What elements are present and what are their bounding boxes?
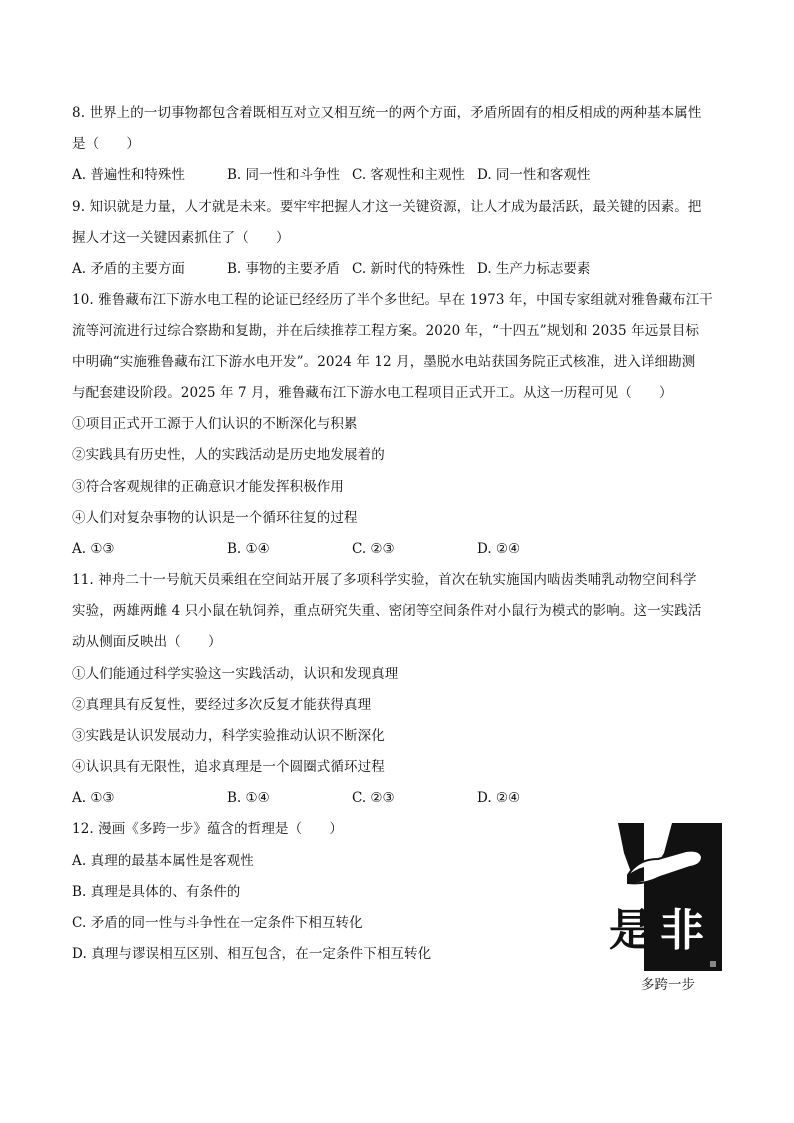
q8-option-a[interactable]: A. 普遍性和特殊性 <box>72 167 185 183</box>
q10-stem-line-2: 流等河流进行过综合察勘和复勘，并在后续推荐工程方案。2020 年，“十四五”规划和 2035 年远景目标 <box>72 323 700 339</box>
q11-statement-3: ③实践是认识发展动力，科学实验推动认识不断深化 <box>72 728 385 744</box>
q10-statement-4: ④人们对复杂事物的认识是一个循环往复的过程 <box>72 510 358 526</box>
q9-option-b[interactable]: B. 事物的主要矛盾 <box>227 261 341 277</box>
q10-stem-line-3: 中明确“实施雅鲁藏布江下游水电开发”。2024 年 12 月，墨脱水电站获国务院正式核准，进入详细勘测 <box>72 354 696 370</box>
q8-stem-line-2: 是（ ） <box>72 136 140 152</box>
q11-option-a[interactable]: A. ①③ <box>72 790 115 806</box>
q10-option-c[interactable]: C. ②③ <box>352 541 395 557</box>
q9-stem-line-1: 9. 知识就是力量，人才就是未来。要牢牢把握人才这一关键资源，让人才成为最活跃，最关键的因素。把 <box>72 199 702 215</box>
q11-statement-1: ①人们能通过科学实验这一实践活动，认识和发现真理 <box>72 666 399 682</box>
q8-option-c[interactable]: C. 客观性和主观性 <box>352 167 465 183</box>
q10-statement-2: ②实践具有历史性，人的实践活动是历史地发展着的 <box>72 447 385 463</box>
q10-statement-1: ①项目正式开工源于人们认识的不断深化与积累 <box>72 416 358 432</box>
q11-stem-line-2: 实验，两雄两雌 4 只小鼠在轨饲养，重点研究失重、密闭等空间条件对小鼠行为模式的影响。这一实践活 <box>72 603 702 619</box>
q12-option-c[interactable]: C. 矛盾的同一性与斗争性在一定条件下相互转化 <box>72 915 363 931</box>
q10-option-b[interactable]: B. ①④ <box>227 541 270 557</box>
q9-option-c[interactable]: C. 新时代的特殊性 <box>352 261 465 277</box>
q8-stem-line-1: 8. 世界上的一切事物都包含着既相互对立又相互统一的两个方面，矛盾所固有的相反相成的两种基本属性 <box>72 105 702 121</box>
q12-stem: 12. 漫画《多跨一步》蕴含的哲理是（ ） <box>72 821 343 837</box>
q11-option-c[interactable]: C. ②③ <box>352 790 395 806</box>
q12-option-a[interactable]: A. 真理的最基本属性是客观性 <box>72 853 254 869</box>
q10-option-d[interactable]: D. ②④ <box>477 541 521 557</box>
q9-option-d[interactable]: D. 生产力标志要素 <box>477 261 591 277</box>
cartoon-char-shi: 是 <box>609 905 653 956</box>
q10-statement-3: ③符合客观规律的正确意识才能发挥积极作用 <box>72 479 344 495</box>
q12-option-b[interactable]: B. 真理是具体的、有条件的 <box>72 884 241 900</box>
cartoon-caption: 多跨一步 <box>641 977 695 993</box>
q8-option-d[interactable]: D. 同一性和客观性 <box>477 167 591 183</box>
cartoon-svg <box>609 823 722 971</box>
q9-stem-line-2: 握人才这一关键因素抓住了（ ） <box>72 230 290 246</box>
cartoon-char-fei: 非 <box>660 905 704 956</box>
q9-option-a[interactable]: A. 矛盾的主要方面 <box>72 261 185 277</box>
q11-stem-line-1: 11. 神舟二十一号航天员乘组在空间站开展了多项科学实验，首次在轨实施国内啮齿类哺乳动物空间科学 <box>72 572 697 588</box>
q11-statement-4: ④认识具有无限性，追求真理是一个圆圈式循环过程 <box>72 759 385 775</box>
signature-mark <box>710 961 716 967</box>
q10-stem-line-4: 与配套建设阶段。2025 年 7 月，雅鲁藏布江下游水电工程项目正式开工。从这一历程可见（ ） <box>72 385 673 401</box>
cartoon-image <box>609 823 722 971</box>
q11-stem-line-3: 动从侧面反映出（ ） <box>72 634 222 650</box>
q11-option-b[interactable]: B. ①④ <box>227 790 270 806</box>
q10-option-a[interactable]: A. ①③ <box>72 541 115 557</box>
q11-option-d[interactable]: D. ②④ <box>477 790 521 806</box>
q8-option-b[interactable]: B. 同一性和斗争性 <box>227 167 341 183</box>
q12-option-d[interactable]: D. 真理与谬误相互区别、相互包含，在一定条件下相互转化 <box>72 946 432 962</box>
q11-statement-2: ②真理具有反复性，要经过多次反复才能获得真理 <box>72 697 372 713</box>
q10-stem-line-1: 10. 雅鲁藏布江下游水电工程的论证已经经历了半个多世纪。早在 1973 年，中国专家组就对雅鲁藏布江干 <box>72 292 713 308</box>
